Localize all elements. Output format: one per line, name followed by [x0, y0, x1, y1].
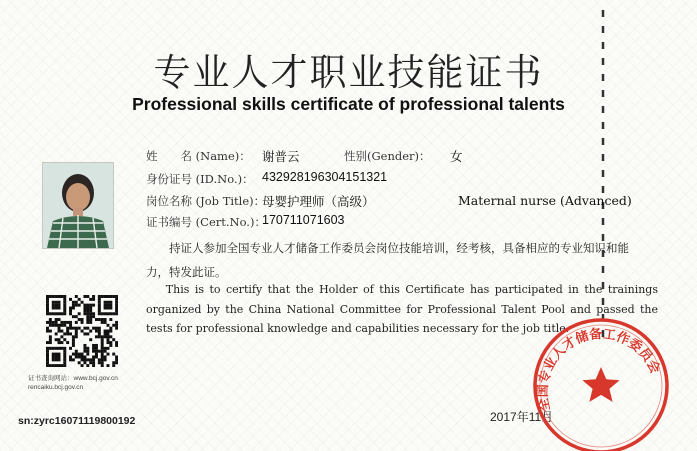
seal-text: 全国专业人才储备工作委员会 [535, 326, 663, 413]
statement-chinese: 持证人参加全国专业人才储备工作委员会岗位技能培训，经考核，具备相应的专业知识和能力，特发此证。 [146, 241, 629, 279]
id-label: 身份证号 (ID.No.)： [146, 172, 254, 186]
title-chinese: 专业人才职业技能证书 [153, 51, 544, 94]
qr-code-icon [46, 295, 118, 367]
name-label: 姓 名 (Name)： [146, 149, 251, 163]
holder-photo [42, 162, 114, 249]
name-value: 谢普云 [262, 149, 300, 164]
statement-english: This is to certify that the Holder of this Certificate has participated in the trainings organized by the China National Committee for Professional Talent Pool and passed the tests for professional knowledge and capabilities necessary for the job title. [146, 283, 658, 335]
query-site-secondary: rencaiku.bcj.gov.cn [28, 384, 84, 391]
job-label: 岗位名称 (Job Title)： [146, 194, 266, 208]
query-site-primary: 证书查询网站：www.bcj.gov.cn [28, 375, 118, 382]
title-english: Professional skills certificate of professional talents [132, 94, 565, 114]
job-value-english: Maternal nurse (Advanced) [458, 193, 632, 208]
gender-label: 性别(Gender)： [344, 149, 431, 163]
issue-date: 2017年11月 [490, 410, 554, 424]
job-value-chinese: 母婴护理师（高级） [262, 194, 375, 209]
gender-value: 女 [450, 149, 463, 164]
official-seal [530, 315, 672, 451]
serial-number: sn:zyrc16071119800192 [18, 415, 136, 427]
cert-number-value: 170711071603 [262, 213, 345, 227]
cert-number-label: 证书编号 (Cert.No.)： [146, 215, 266, 229]
id-value: 432928196304151321 [262, 170, 388, 184]
seal-star-icon [583, 367, 620, 402]
